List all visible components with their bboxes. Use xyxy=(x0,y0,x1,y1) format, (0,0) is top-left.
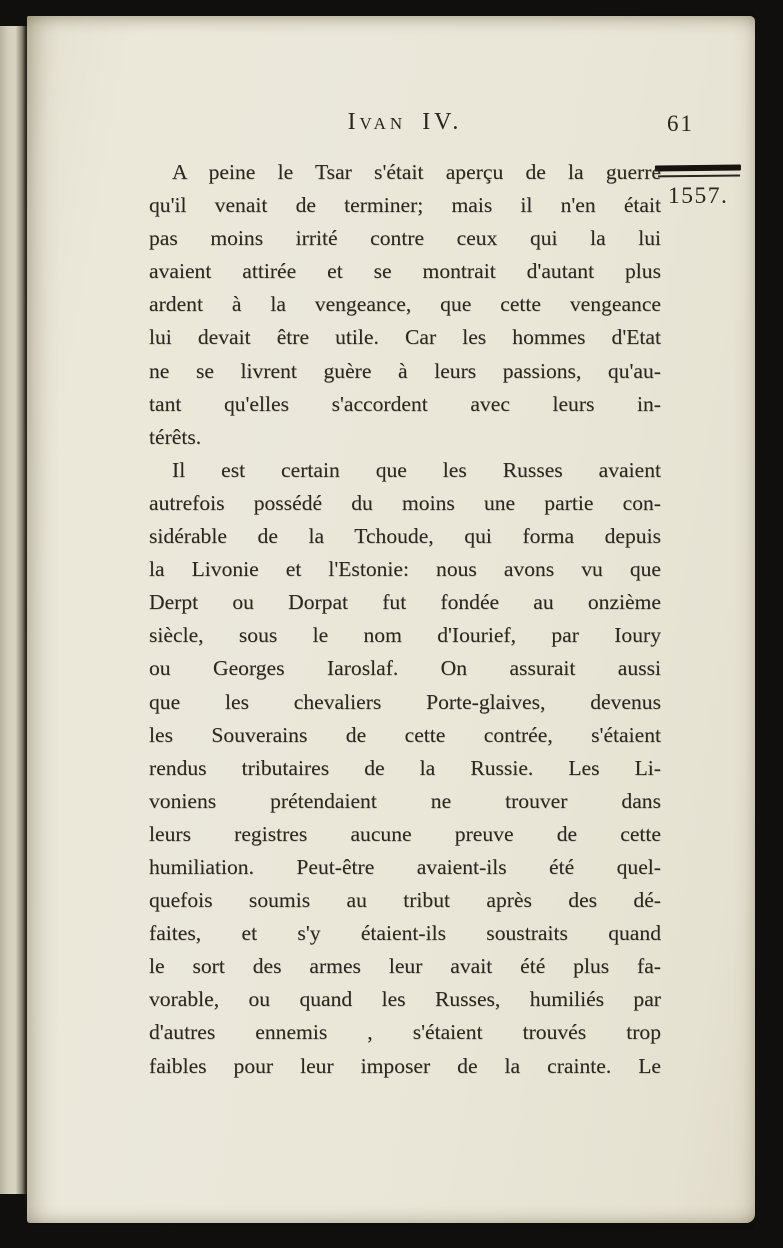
text-line: qu'il venait de terminer; mais il n'en était xyxy=(149,193,661,218)
body-text xyxy=(149,156,661,1083)
text-line: ne se livrent guère à leurs passions, qu'au- xyxy=(149,358,661,383)
text-line: pas moins irrité contre ceux qui la lui xyxy=(149,226,661,251)
text-line: humiliation. Peut-être avaient-ils été quel- xyxy=(149,854,661,879)
paragraph xyxy=(149,454,661,1083)
text-line: voniens prétendaient ne trouver dans xyxy=(149,788,661,813)
sidenote-year: 1557. xyxy=(668,183,729,209)
scan-border-corner-bottom xyxy=(0,1185,30,1248)
text-line: rendus tributaires de la Russie. Les Li- xyxy=(149,755,661,780)
text-line: lui devait être utile. Car les hommes d'Etat xyxy=(149,325,661,350)
text-line: térêts. xyxy=(149,424,202,449)
text-line: A peine le Tsar s'était aperçu de la guerre xyxy=(172,160,661,184)
text-line: la Livonie et l'Estonie: nous avons vu que xyxy=(149,557,661,582)
text-line: avaient attirée et se montrait d'autant plus xyxy=(149,259,661,284)
text-line: autrefois possédé du moins une partie con- xyxy=(149,490,661,515)
text-line: d'autres ennemis , s'étaient trouvés trop xyxy=(149,1020,661,1045)
text-line: faibles pour leur imposer de la crainte. Le xyxy=(149,1053,661,1078)
text-line: le sort des armes leur avait été plus fa- xyxy=(149,954,661,979)
text-line: sidérable de la Tchoude, qui forma depuis xyxy=(149,524,661,549)
text-line: ardent à la vengeance, que cette vengeance xyxy=(149,292,661,317)
paragraph xyxy=(149,156,661,454)
sidenote-rule-thin xyxy=(658,175,740,178)
text-line: Derpt ou Dorpat fut fondée au onzième xyxy=(149,590,661,615)
text-line: vorable, ou quand les Russes, humiliés par xyxy=(149,987,661,1012)
text-line: ou Georges Iaroslaf. On assurait aussi xyxy=(149,656,661,681)
book-page xyxy=(27,16,755,1223)
text-line: les Souverains de cette contrée, s'étaient xyxy=(149,722,661,747)
text-line: quefois soumis au tribut après des dé- xyxy=(149,888,661,913)
text-line: tant qu'elles s'accordent avec leurs in- xyxy=(149,391,661,416)
facing-page-edge xyxy=(0,26,28,1194)
text-line: que les chevaliers Porte-glaives, devenus xyxy=(149,689,661,714)
page-number: 61 xyxy=(667,111,694,136)
sidenote-rule-thick xyxy=(655,165,741,172)
text-line: siècle, sous le nom d'Iourief, par Ioury xyxy=(149,623,661,648)
scan-border-right xyxy=(754,0,783,1248)
text-line: leurs registres aucune preuve de cette xyxy=(149,821,661,846)
sidenote-double-rule xyxy=(655,165,741,181)
text-line: faites, et s'y étaient-ils soustraits quand xyxy=(149,921,661,946)
text-line: Il est certain que les Russes avaient xyxy=(172,457,661,482)
running-head-title: Ivan IV. xyxy=(347,109,463,135)
